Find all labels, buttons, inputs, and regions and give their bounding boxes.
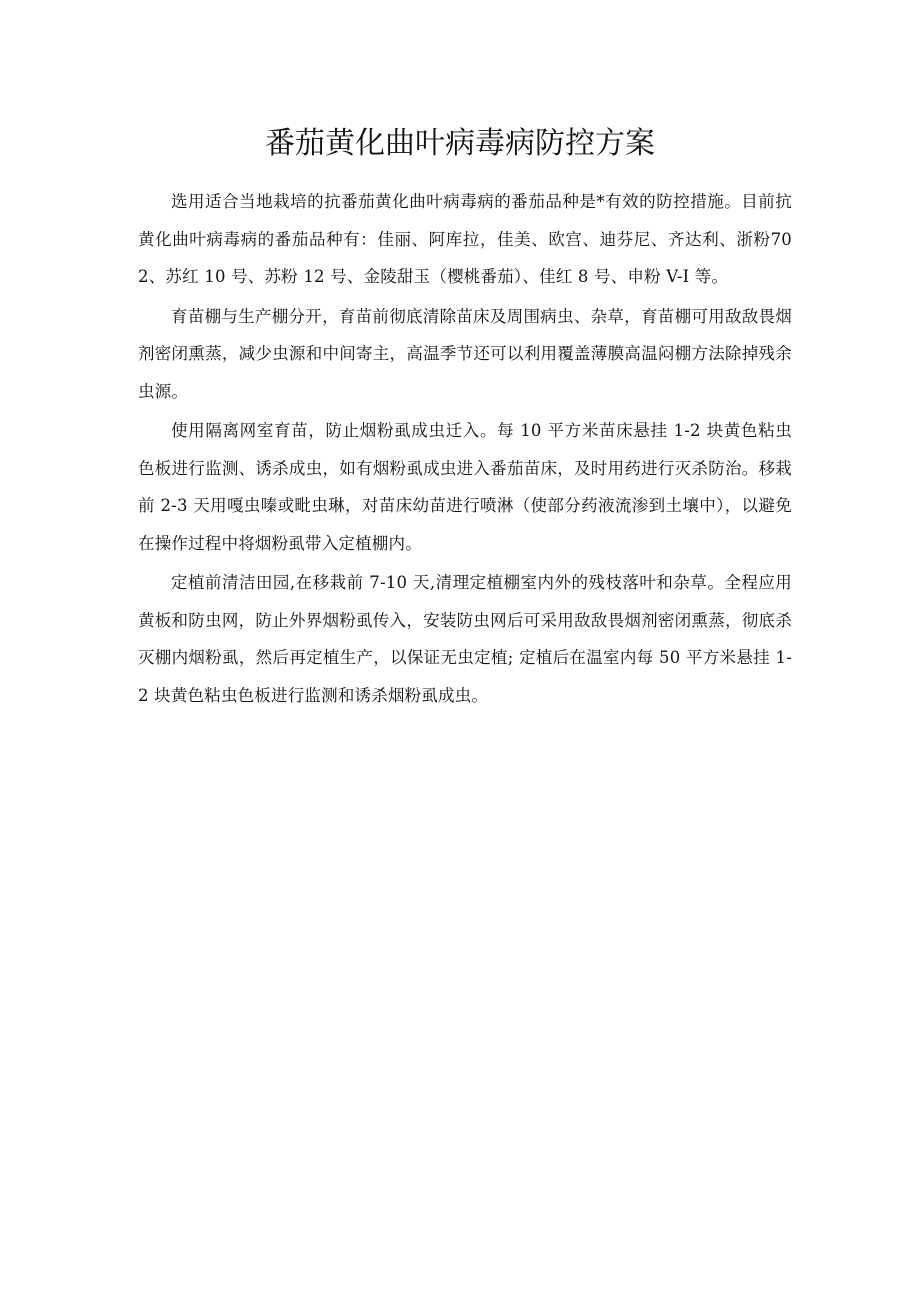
document-body (138, 183, 792, 716)
paragraph-field-cleaning: 定植前清洁田园,在移栽前 7-10 天,清理定植棚室内外的残枝落叶和杂草。全程应用黄板和防虫网，防止外界烟粉虱传入，安装防虫网后可采用敌敌畏烟剂密闭熏蒸，彻底杀灭棚内烟粉虱，然后再定植生产，以保证无虫定植; 定植后在温室内每 50 平方米悬挂 1-2 块黄色粘虫色板进行监测和诱杀烟粉虱成虫。 (138, 573, 792, 705)
paragraph-varieties: 选用适合当地栽培的抗番茄黄化曲叶病毒病的番茄品种是*有效的防控措施。目前抗黄化曲叶病毒病的番茄品种有：佳丽、阿库拉，佳美、欧宫、迪芬尼、齐达利、浙粉702、苏红 10 号、苏粉 12 号、金陵甜玉（樱桃番茄）、佳红 8 号、申粉 V-I 等。 (138, 192, 792, 286)
paragraph-seedling-shed: 育苗棚与生产棚分开，育苗前彻底清除苗床及周围病虫、杂草，育苗棚可用敌敌畏烟剂密闭熏蒸，减少虫源和中间寄主，高温季节还可以利用覆盖薄膜高温闷棚方法除掉残余虫源。 (138, 306, 792, 401)
paragraph-isolation-net: 使用隔离网室育苗，防止烟粉虱成虫迁入。每 10 平方米苗床悬挂 1-2 块黄色粘虫色板进行监测、诱杀成虫，如有烟粉虱成虫进入番茄苗床，及时用药进行灭杀防治。移栽前 2-3 天用嘎虫嗪或毗虫琳，对苗床幼苗进行喷淋（使部分药液流渗到土壤中），以避免在操作过程中将烟粉虱带入定植棚内。 (138, 421, 792, 553)
page-title: 番茄黄化曲叶病毒病防控方案 (265, 126, 655, 161)
